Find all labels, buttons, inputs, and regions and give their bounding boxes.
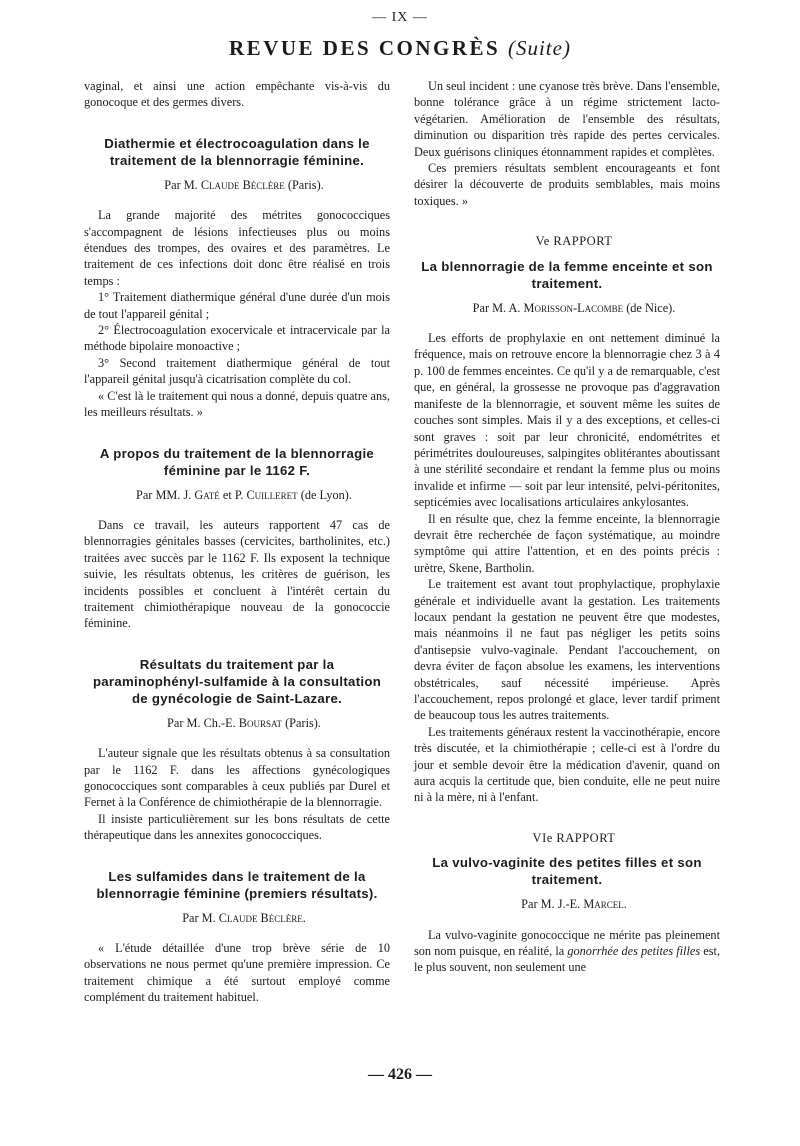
paragraph: Dans ce travail, les auteurs rapportent 47 cas de blennorragies génitales basses (cervicites, bartholinites, etc.) traitées avec succès par le 1162 F. Ils exposent la technique suivie, les résultats obtenus, les critères de guérison, les incidents possibles et concluent à l'intérêt certain du traitement chimiothérapique nouveau de la gonococcie féminine. xyxy=(84,517,390,631)
author-name: Boursat xyxy=(238,715,282,730)
byline-diathermie xyxy=(84,177,390,193)
author-name: Gaté xyxy=(194,487,220,502)
paragraph: Il en résulte que, chez la femme enceinte, la blennorragie devrait être recherchée de façon systématique, au moindre symptôme qui attire l'attention, et en des points précis : urètre, Skene, Bartholin. xyxy=(414,511,720,575)
author-name: Cuilleret xyxy=(246,487,298,502)
running-title xyxy=(0,36,800,61)
author-affiliation: (Paris). xyxy=(285,715,321,730)
byline-sulfamides xyxy=(84,910,390,926)
author-affiliation: (Paris). xyxy=(287,177,324,192)
paragraph: Il insiste particulièrement sur les bons résultats de cette thérapeutique dans les annexites gonococciques. xyxy=(84,811,390,843)
section-title-resultats: Résultats du traitement par la paraminophényl-sulfamide à la consultation de gynécologie de Saint-Lazare. xyxy=(92,656,382,706)
running-title-text: REVUE DES CONGRÈS xyxy=(229,36,501,60)
author-name: Marcel. xyxy=(583,897,627,912)
byline-prefix: Par M. J.-E. xyxy=(521,897,581,912)
paragraph: Les efforts de prophylaxie en ont nettement diminué la fréquence, mais on retrouve encore la blennorragie chez 3 à 4 p. 100 de femmes enceintes. Ce qu'il y a de remarquable, c'est que, en général, la grossesse ne provoque pas d'aggravation manifeste de la blennorragie, et souvent même les suites de couches sont simples. Mais il y a des exceptions, et celles-ci sont graves : soit par leur chronicité, endométrites et périmétrites douloureuses, salpingites oblitérantes aboutissant à une stérilité secondaire et rendant la femme plus ou moins invalide et infirme — soit par leur intensité, pelvi-péritonites, septicémies avec localisations articulaires ankylosantes. xyxy=(414,331,720,510)
left-column xyxy=(84,78,390,1006)
byline-resultats xyxy=(84,715,390,731)
byline-a-propos xyxy=(84,487,390,503)
byline-vulvo-vaginite xyxy=(414,896,720,912)
running-title-suffix: (Suite) xyxy=(507,36,571,60)
paragraph: Ces premiers résultats semblent encourageants et font désirer la découverte de produits semblables, mais moins toxiques. » xyxy=(414,161,720,208)
continuation-paragraph: vaginal, et ainsi une action empêchante vis-à-vis du gonocoque et des germes divers. xyxy=(84,79,390,110)
paragraph: L'auteur signale que les résultats obtenus à sa consultation par le 1162 F. dans les affections gynécologiques gonococciques sont comparables à ceux publiés par Durel et Fernet à la Conférence de chimiothérapie de la blennorragie. xyxy=(84,746,390,810)
author-affiliation: (de Nice). xyxy=(626,300,676,315)
paragraph-text: La vulvo-vaginite gonococcique ne mérite pas pleinement son nom puisque, en réalité, la xyxy=(414,927,720,959)
paragraph-text: est, le plus souvent, non seulement une xyxy=(414,944,721,975)
paragraph: 1° Traitement diathermique général d'une durée d'un mois de tout l'appareil génital ; xyxy=(84,290,390,321)
byline-conjunction: et P. xyxy=(222,487,244,502)
byline-prefix: Par M. xyxy=(164,177,198,192)
section-title-sulfamides: Les sulfamides dans le traitement de la blennorragie féminine (premiers résultats). xyxy=(96,868,378,901)
byline-prefix: Par M. Ch.-E. xyxy=(167,715,236,730)
continuation-paragraph: Un seul incident : une cyanose très brève. Dans l'ensemble, bonne tolérance grâce à un régime strictement lacto-végétarien. Amélioration de l'ensemble des résultats, diminution ou disparition très rapide des pertes cervicales. Deux guérisons cliniques étonnamment rapides et complètes. xyxy=(414,79,720,159)
paragraph: Le traitement est avant tout prophylactique, prophylaxie générale et individuelle avant la gestation. Les traitements locaux pendant la gestation ne peuvent être que modestes, mais néanmoins il ne faut pas négliger les petits soins d'antisepsie vulvo-vaginale. Pendant l'accouchement, on devra éviter de façon absolue les examens, les interventions obstétricales, sauf nécessité impérieuse. Après l'accouchement, repos prolongé et glace, lever tardif priment de beaucoup tous les autres traitements. xyxy=(414,577,720,723)
page-number: — 426 — xyxy=(368,1066,432,1083)
paragraph: Les traitements généraux restent la vaccinothérapie, encore très discutée, et la chimiothérapie ; celle-ci est à l'ordre du jour et semble devoir être la médication d'avenir, quand on aura acquis la certitude que, bien conduite, elle ne peut nuire ni à la mère, ni à l'enfant. xyxy=(414,724,720,805)
paragraph: 3° Second traitement diathermique général de tout l'appareil génital jusqu'à cicatrisation complète du col. xyxy=(84,355,390,387)
author-affiliation: (de Lyon). xyxy=(300,487,352,502)
section-title-a-propos: A propos du traitement de la blennorragie féminine par le 1162 F. xyxy=(99,445,375,478)
folio: — IX — xyxy=(372,10,428,25)
rapport-label-vi: VIe RAPPORT xyxy=(532,830,616,845)
section-title-femme-enceinte: La blennorragie de la femme enceinte et son traitement. xyxy=(421,258,713,291)
section-title-diathermie: Diathermie et électrocoagulation dans le traitement de la blennorragie féminine. xyxy=(104,135,370,168)
right-column xyxy=(414,78,720,976)
byline-prefix: Par M. xyxy=(182,910,216,925)
author-name: Claude Béclère. xyxy=(218,910,306,925)
byline-prefix: Par MM. J. xyxy=(136,487,192,502)
author-name: Claude Béclère xyxy=(200,177,285,192)
paragraph: « C'est là le traitement qui nous a donné, depuis quatre ans, les meilleurs résultats. » xyxy=(84,388,390,420)
author-name: Morisson-Lacombe xyxy=(523,300,624,315)
paragraph: La grande majorité des métrites gonococciques s'accompagnent de lésions infectieuses plus ou moins étendues des trompes, des ovaires et des paramètres. Le traitement de ces infections doit donc être réalisé en trois temps : xyxy=(84,208,390,288)
section-title-vulvo-vaginite: La vulvo-vaginite des petites filles et son traitement. xyxy=(432,855,702,888)
italic-term: gonorrhée des petites filles xyxy=(567,944,701,959)
byline-prefix: Par M. A. xyxy=(472,300,521,315)
paragraph: « L'étude détaillée d'une trop brève série de 10 observations ne nous permet qu'une première impression. Ce traitement chimique a été surtout employé comme complément du traitement habituel. xyxy=(84,941,390,1005)
paragraph: 2° Électrocoagulation exocervicale et intracervicale par la méthode bipolaire monoactive ; xyxy=(84,323,390,354)
paragraph xyxy=(414,927,720,976)
rapport-label-v: Ve RAPPORT xyxy=(535,234,613,249)
byline-femme-enceinte xyxy=(414,300,720,316)
